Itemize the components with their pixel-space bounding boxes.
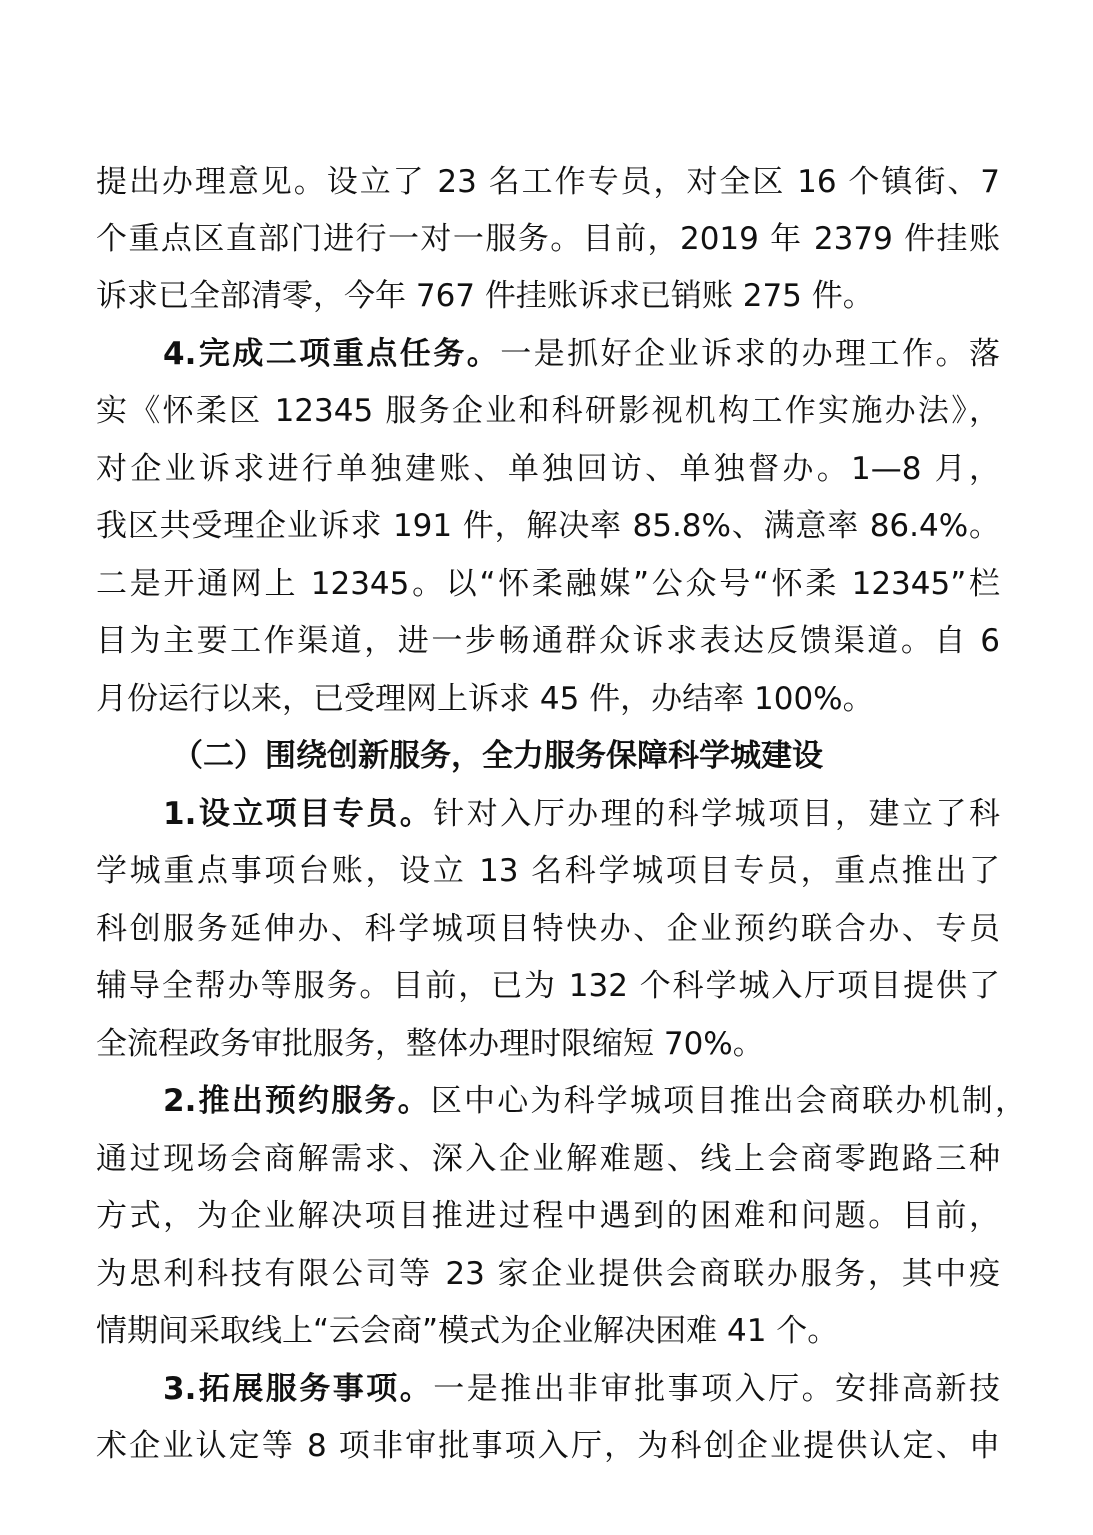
text-line: 通过现场会商解需求、深入企业解难题、线上会商零跑路三种 xyxy=(96,1141,1000,1177)
text-line: 提出办理意见。设立了 23 名工作专员，对全区 16 个镇街、7 xyxy=(96,164,1000,200)
text-line: 科创服务延伸办、科学城项目特快办、企业预约联合办、专员 xyxy=(96,911,1000,947)
text-line: 辅导全帮办等服务。目前，已为 132 个科学城入厅项目提供了 xyxy=(96,968,1000,1004)
text-line: 术企业认定等 8 项非审批事项入厅，为科创企业提供认定、申 xyxy=(96,1428,1000,1464)
paragraph-start-line xyxy=(163,1360,1000,1418)
section-heading: （二）围绕创新服务，全力服务保障科学城建设 xyxy=(172,738,823,774)
text-line: 月份运行以来，已受理网上诉求 45 件，办结率 100%。 xyxy=(96,681,874,717)
text-line: 目为主要工作渠道，进一步畅通群众诉求表达反馈渠道。自 6 xyxy=(96,623,1000,659)
text-line: 我区共受理企业诉求 191 件，解决率 85.8%、满意率 86.4%。 xyxy=(96,508,1000,544)
item-text: 一是抓好企业诉求的办理工作。落 xyxy=(500,336,1000,372)
text-line: 对企业诉求进行单独建账、单独回访、单独督办。1—8 月， xyxy=(96,451,1000,487)
paragraph-start-line xyxy=(163,785,1000,843)
item-heading: 3.拓展服务事项。 xyxy=(163,1371,434,1407)
text-line: 二是开通网上 12345。以“怀柔融媒”公众号“怀柔 12345”栏 xyxy=(96,566,1000,602)
item-text: 针对入厅办理的科学城项目，建立了科 xyxy=(433,796,1000,832)
text-line: 方式，为企业解决项目推进过程中遇到的困难和问题。目前， xyxy=(96,1198,1000,1234)
text-line: 诉求已全部清零，今年 767 件挂账诉求已销账 275 件。 xyxy=(96,278,874,314)
item-text: 区中心为科学城项目推出会商联办机制， xyxy=(430,1083,1026,1119)
item-text: 一是推出非审批事项入厅。安排高新技 xyxy=(433,1371,1000,1407)
text-line: 为思利科技有限公司等 23 家企业提供会商联办服务，其中疫 xyxy=(96,1256,1000,1292)
text-line: 实《怀柔区 12345 服务企业和科研影视机构工作实施办法》， xyxy=(96,393,1000,429)
text-line: 全流程政务审批服务，整体办理时限缩短 70%。 xyxy=(96,1026,764,1062)
paragraph-start-line xyxy=(163,325,1000,383)
text-line: 个重点区直部门进行一对一服务。目前，2019 年 2379 件挂账 xyxy=(96,221,1000,257)
item-heading: 1.设立项目专员。 xyxy=(163,796,434,832)
item-heading: 4.完成二项重点任务。 xyxy=(163,336,501,372)
item-heading: 2.推出预约服务。 xyxy=(163,1083,431,1119)
text-line: 学城重点事项台账，设立 13 名科学城项目专员，重点推出了 xyxy=(96,853,1000,889)
text-line: 情期间采取线上“云会商”模式为企业解决困难 41 个。 xyxy=(96,1313,839,1349)
paragraph-start-line xyxy=(163,1072,1026,1130)
